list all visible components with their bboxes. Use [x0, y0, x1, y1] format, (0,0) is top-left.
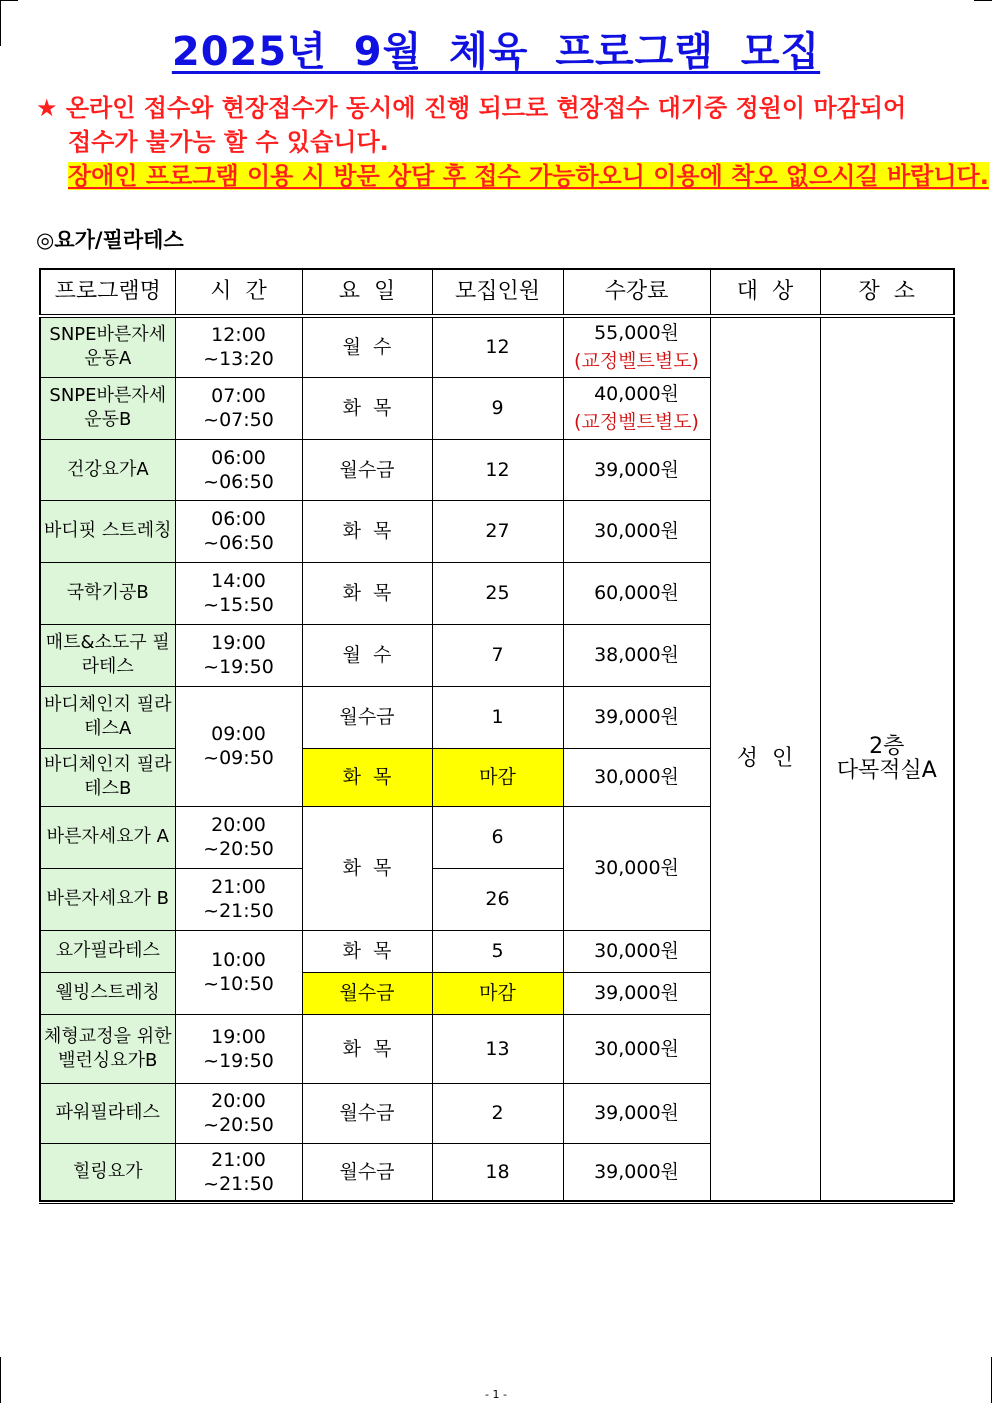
location-room: 다목적실A [836, 758, 937, 783]
program-capacity-closed: 마감 [432, 972, 563, 1014]
program-days: 월 수 [302, 624, 432, 686]
program-name: 건강요가A [40, 439, 175, 500]
notice-line-1: ★ 온라인 접수와 현장접수가 동시에 진행 되므로 현장접수 대기중 정원이 마감되어 [36, 94, 907, 122]
program-time: 21:00 ~21:50 [175, 1143, 302, 1201]
program-fee: 38,000원 [563, 624, 710, 686]
program-fee: 39,000원 [563, 686, 710, 748]
program-time: 20:00 ~20:50 [175, 806, 302, 868]
program-name: 파워필라테스 [40, 1083, 175, 1143]
program-capacity: 5 [432, 930, 563, 972]
program-name: 바디핏 스트레칭 [40, 500, 175, 562]
program-days: 월수금 [302, 972, 432, 1014]
header-location: 장 소 [820, 269, 954, 316]
program-fee-cell [563, 377, 710, 439]
program-days: 월수금 [302, 1143, 432, 1201]
program-capacity: 26 [432, 868, 563, 930]
program-fee: 30,000원 [563, 500, 710, 562]
header-target: 대 상 [710, 269, 820, 316]
target-cell: 성 인 [710, 316, 820, 1201]
program-capacity: 6 [432, 806, 563, 868]
program-days: 화 목 [302, 377, 432, 439]
program-time: 07:00 ~07:50 [175, 377, 302, 439]
table-header-row [40, 269, 954, 316]
program-fee-cell [563, 316, 710, 377]
program-fee: 40,000원 [594, 383, 679, 405]
program-name: 요가필라테스 [40, 930, 175, 972]
program-fee: 30,000원 [563, 806, 710, 930]
program-capacity: 12 [432, 316, 563, 377]
program-name: 바른자세요가 B [40, 868, 175, 930]
program-days: 월수금 [302, 439, 432, 500]
table-row [40, 316, 954, 377]
program-capacity: 13 [432, 1014, 563, 1083]
program-time: 12:00 ~13:20 [175, 316, 302, 377]
program-days: 화 목 [302, 806, 432, 930]
program-name: SNPE바른자세운동A [40, 316, 175, 377]
program-name: 매트&소도구 필라테스 [40, 624, 175, 686]
program-fee: 55,000원 [594, 322, 679, 345]
crop-mark-top-left-h [0, 0, 18, 1]
program-fee-note: (교정벨트별도) [574, 411, 699, 433]
program-name: SNPE바른자세운동B [40, 377, 175, 439]
page-number: - 1 - [485, 1388, 507, 1401]
program-time: 21:00 ~21:50 [175, 868, 302, 930]
program-name: 힐링요가 [40, 1143, 175, 1201]
notice-line-3 [68, 160, 989, 192]
program-time: 20:00 ~20:50 [175, 1083, 302, 1143]
program-time: 10:00 ~10:50 [175, 930, 302, 1014]
program-fee-note: (교정벨트별도) [574, 350, 699, 373]
page-title [0, 26, 992, 78]
program-days: 화 목 [302, 500, 432, 562]
program-capacity-closed: 마감 [432, 748, 563, 806]
table-bottom-rule [39, 1203, 953, 1204]
program-days: 화 목 [302, 562, 432, 624]
program-time: 19:00 ~19:50 [175, 624, 302, 686]
program-fee: 60,000원 [563, 562, 710, 624]
program-fee: 39,000원 [563, 439, 710, 500]
program-time: 06:00 ~06:50 [175, 439, 302, 500]
program-capacity: 25 [432, 562, 563, 624]
notice-line-3-text: 장애인 프로그램 이용 시 방문 상담 후 접수 가능하오니 이용에 착오 없으시길 바랍니다. [68, 162, 989, 190]
program-days: 월수금 [302, 1083, 432, 1143]
crop-mark-top-right [974, 0, 992, 1]
program-name: 바디체인지 필라테스B [40, 748, 175, 806]
program-fee: 39,000원 [563, 1083, 710, 1143]
program-capacity: 27 [432, 500, 563, 562]
program-fee: 39,000원 [563, 972, 710, 1014]
program-fee: 30,000원 [563, 748, 710, 806]
notice-line-2: 접수가 불가능 할 수 있습니다. [68, 128, 389, 156]
header-program-name: 프로그램명 [40, 269, 175, 316]
header-fee: 수강료 [563, 269, 710, 316]
program-name: 체형교정을 위한 밸런싱요가B [40, 1014, 175, 1083]
program-time: 09:00 ~09:50 [175, 686, 302, 806]
program-capacity: 18 [432, 1143, 563, 1201]
section-heading: ◎요가/필라테스 [36, 228, 184, 252]
program-capacity: 2 [432, 1083, 563, 1143]
program-name: 바디체인지 필라테스A [40, 686, 175, 748]
schedule-table [39, 268, 955, 1202]
header-capacity: 모집인원 [432, 269, 563, 316]
program-time: 06:00 ~06:50 [175, 500, 302, 562]
program-name: 국학기공B [40, 562, 175, 624]
location-floor: 2층 [869, 734, 905, 759]
header-time: 시 간 [175, 269, 302, 316]
program-fee: 30,000원 [563, 930, 710, 972]
program-days: 화 목 [302, 748, 432, 806]
program-time: 14:00 ~15:50 [175, 562, 302, 624]
program-days: 화 목 [302, 930, 432, 972]
program-time: 19:00 ~19:50 [175, 1014, 302, 1083]
program-name: 웰빙스트레칭 [40, 972, 175, 1014]
header-days: 요 일 [302, 269, 432, 316]
program-capacity: 7 [432, 624, 563, 686]
location-cell [820, 316, 954, 1201]
program-fee: 39,000원 [563, 1143, 710, 1201]
program-fee: 30,000원 [563, 1014, 710, 1083]
program-capacity: 1 [432, 686, 563, 748]
program-name: 바른자세요가 A [40, 806, 175, 868]
program-days: 월 수 [302, 316, 432, 377]
program-capacity: 12 [432, 439, 563, 500]
page-title-text: 2025년 9월 체육 프로그램 모집 [171, 29, 821, 75]
program-days: 월수금 [302, 686, 432, 748]
program-days: 화 목 [302, 1014, 432, 1083]
program-capacity: 9 [432, 377, 563, 439]
